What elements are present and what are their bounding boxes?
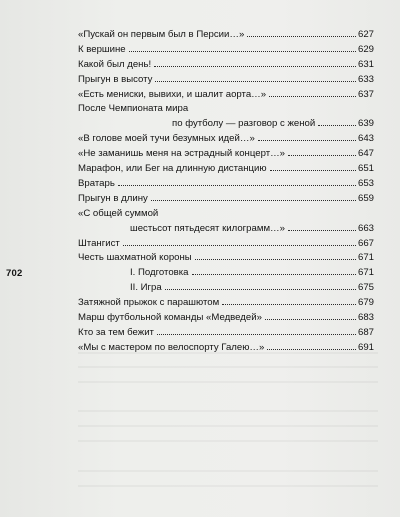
- toc-entry-page: 631: [357, 58, 374, 70]
- toc-entry-title: Честь шахматной короны: [78, 252, 192, 264]
- toc-entry: [78, 43, 374, 58]
- toc-entry: [78, 251, 374, 266]
- toc-entry: [78, 132, 374, 147]
- toc-entry-title: Штангист: [78, 237, 120, 249]
- toc-entry: [78, 102, 374, 132]
- toc-entry-page: 643: [357, 133, 374, 145]
- toc-entry-page: 629: [357, 43, 374, 55]
- page-number: 702: [6, 268, 23, 279]
- dot-leader: [288, 229, 356, 231]
- toc-entry: [78, 73, 374, 88]
- toc-entry-title: Марш футбольной команды «Медведей»: [78, 311, 262, 323]
- bleed-through-line: [78, 485, 378, 487]
- toc-entry-title: Марафон, или Бег на длинную дистанцию: [78, 163, 267, 175]
- toc-entry-page: 651: [357, 163, 374, 175]
- bleed-through-line: [78, 425, 378, 427]
- dot-leader: [129, 50, 356, 52]
- toc-entry: [78, 341, 374, 356]
- toc-entry-page: 687: [357, 326, 374, 338]
- toc-entry: [78, 237, 374, 252]
- bleed-through-line: [78, 410, 378, 412]
- toc-entry-title: Прыгун в высоту: [78, 73, 153, 85]
- toc-entry-title: Какой был день!: [78, 58, 152, 70]
- dot-leader: [270, 169, 356, 171]
- toc-entry-page: 647: [357, 148, 374, 160]
- toc-entry: [78, 296, 374, 311]
- dot-leader: [288, 154, 356, 156]
- toc-entry-page: 675: [357, 282, 374, 294]
- toc-entry-page: 679: [357, 297, 374, 309]
- toc-entry: [78, 192, 374, 207]
- toc-entry-page: 659: [357, 192, 374, 204]
- toc-entry-title: «Есть мениски, вывихи, и шалит аорта…»: [78, 88, 267, 100]
- table-of-contents: [78, 28, 374, 356]
- toc-entry: [78, 162, 374, 177]
- toc-entry-page: 691: [357, 341, 374, 353]
- toc-entry: [78, 88, 374, 103]
- toc-entry-title: После Чемпионата мира: [78, 103, 189, 115]
- bleed-through-line: [78, 440, 378, 442]
- toc-entry: [78, 28, 374, 43]
- toc-subentry: [78, 266, 374, 281]
- toc-entry-page: 653: [357, 177, 374, 189]
- dot-leader: [192, 273, 356, 275]
- toc-subentry: [78, 281, 374, 296]
- toc-entry-page: 627: [357, 29, 374, 40]
- toc-entry-title-continued: по футболу — разговор с женой: [172, 118, 316, 130]
- bleed-through-line: [78, 381, 378, 383]
- toc-entry-page: 633: [357, 73, 374, 85]
- toc-entry-page: 683: [357, 311, 374, 323]
- toc-entry-title: «Пускай он первым был в Персии…»: [78, 29, 245, 40]
- dot-leader: [154, 65, 356, 67]
- toc-entry-page: 671: [357, 252, 374, 264]
- toc-entry-page: 667: [357, 237, 374, 249]
- dot-leader: [247, 35, 356, 37]
- bleed-through-line: [78, 366, 378, 368]
- dot-leader: [151, 199, 356, 201]
- dot-leader: [258, 139, 356, 141]
- dot-leader: [265, 318, 356, 320]
- toc-entry-title: «Не заманишь меня на эстрадный концерт…»: [78, 148, 286, 160]
- toc-entry-title: Вратарь: [78, 177, 115, 189]
- toc-entry-title: «С общей суммой: [78, 207, 159, 219]
- toc-entry: [78, 311, 374, 326]
- dot-leader: [222, 303, 356, 305]
- toc-entry-title: Прыгун в длину: [78, 192, 148, 204]
- toc-entry-title: I. Подготовка: [130, 267, 189, 279]
- dot-leader: [155, 80, 356, 82]
- toc-entry-title: Кто за тем бежит: [78, 326, 154, 338]
- toc-entry-title: Затяжной прыжок с парашютом: [78, 297, 220, 309]
- bleed-through-line: [78, 470, 378, 472]
- dot-leader: [267, 348, 356, 350]
- toc-entry-title: II. Игра: [130, 282, 162, 294]
- dot-leader: [165, 288, 356, 290]
- dot-leader: [269, 95, 356, 97]
- dot-leader: [195, 258, 356, 260]
- toc-entry-page: 639: [357, 118, 374, 130]
- dot-leader: [118, 184, 356, 186]
- toc-entry-title: К вершине: [78, 43, 126, 55]
- toc-entry-page: 663: [357, 222, 374, 234]
- toc-entry: [78, 58, 374, 73]
- dot-leader: [318, 124, 356, 126]
- toc-entry: [78, 326, 374, 341]
- toc-entry: [78, 147, 374, 162]
- toc-entry: [78, 177, 374, 192]
- toc-entry: [78, 207, 374, 237]
- toc-entry-page: 637: [357, 88, 374, 100]
- toc-entry-page: 671: [357, 267, 374, 279]
- dot-leader: [123, 244, 356, 246]
- toc-entry-title-continued: шестьсот пятьдесят килограмм…»: [130, 222, 285, 234]
- dot-leader: [157, 333, 356, 335]
- toc-entry-title: «Мы с мастером по велоспорту Галею…»: [78, 341, 265, 353]
- toc-entry-title: «В голове моей тучи безумных идей…»: [78, 133, 255, 145]
